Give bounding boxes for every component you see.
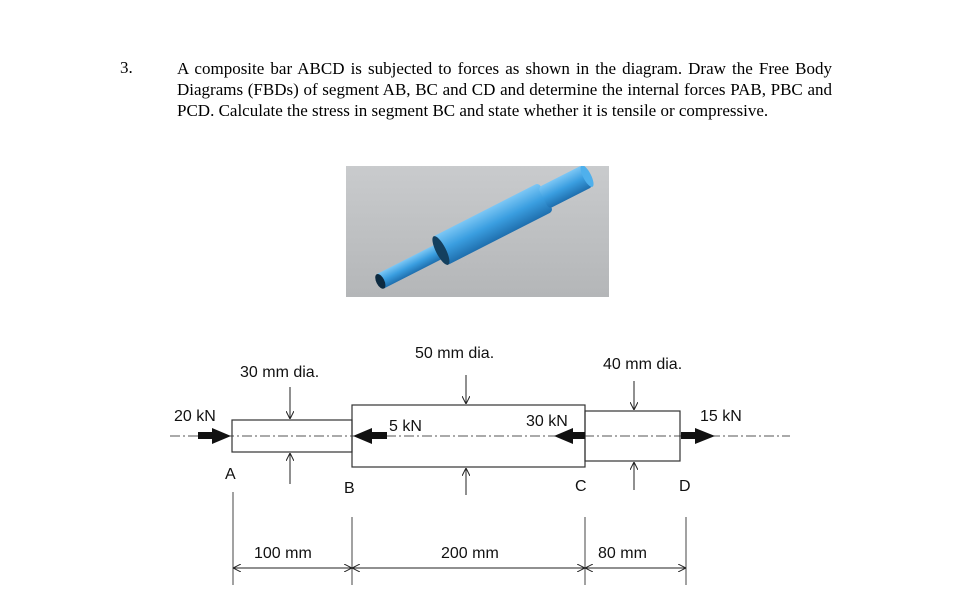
force-arrow-d-shaft	[681, 432, 697, 439]
point-c: C	[575, 478, 587, 495]
force-arrow-left-icon	[554, 428, 573, 444]
diameter-label-bc: 50 mm dia.	[415, 345, 495, 362]
force-arrow-c-shaft	[572, 432, 585, 439]
force-arrow-a-shaft	[198, 432, 214, 439]
question-text-part2: . Calculate the stress in segment BC and state whether it is tensile or compressive.	[210, 101, 769, 120]
p-bc: PBC	[770, 80, 803, 99]
point-b: B	[344, 480, 355, 497]
p-cd: PCD	[177, 101, 211, 120]
sep1: ,	[761, 80, 771, 99]
force-arrow-right-icon	[212, 428, 231, 444]
point-d: D	[679, 478, 691, 495]
question-number: 3.	[120, 58, 133, 77]
diameter-label-cd: 40 mm dia.	[603, 356, 683, 373]
length-label-bc: 200 mm	[441, 545, 499, 562]
force-label-b: 5 kN	[389, 418, 422, 435]
diameter-label-ab: 30 mm dia.	[240, 364, 320, 381]
force-label-a: 20 kN	[174, 408, 216, 425]
length-label-cd: 80 mm	[598, 545, 647, 562]
force-label-c: 30 kN	[526, 413, 568, 430]
p-ab: PAB	[730, 80, 762, 99]
length-label-ab: 100 mm	[254, 545, 312, 562]
force-arrow-left-icon	[353, 428, 372, 444]
point-a: A	[225, 466, 236, 483]
force-arrow-right-icon	[695, 428, 715, 444]
question-text-part1: A composite bar ABCD is subjected to forces as shown in the diagram. Draw the Free Body Diagrams (FBDs) of segment AB, BC and CD and determine the internal forces	[177, 59, 832, 99]
sep2: and	[802, 80, 833, 99]
force-arrow-b-shaft	[371, 432, 387, 439]
force-label-d: 15 kN	[700, 408, 742, 425]
